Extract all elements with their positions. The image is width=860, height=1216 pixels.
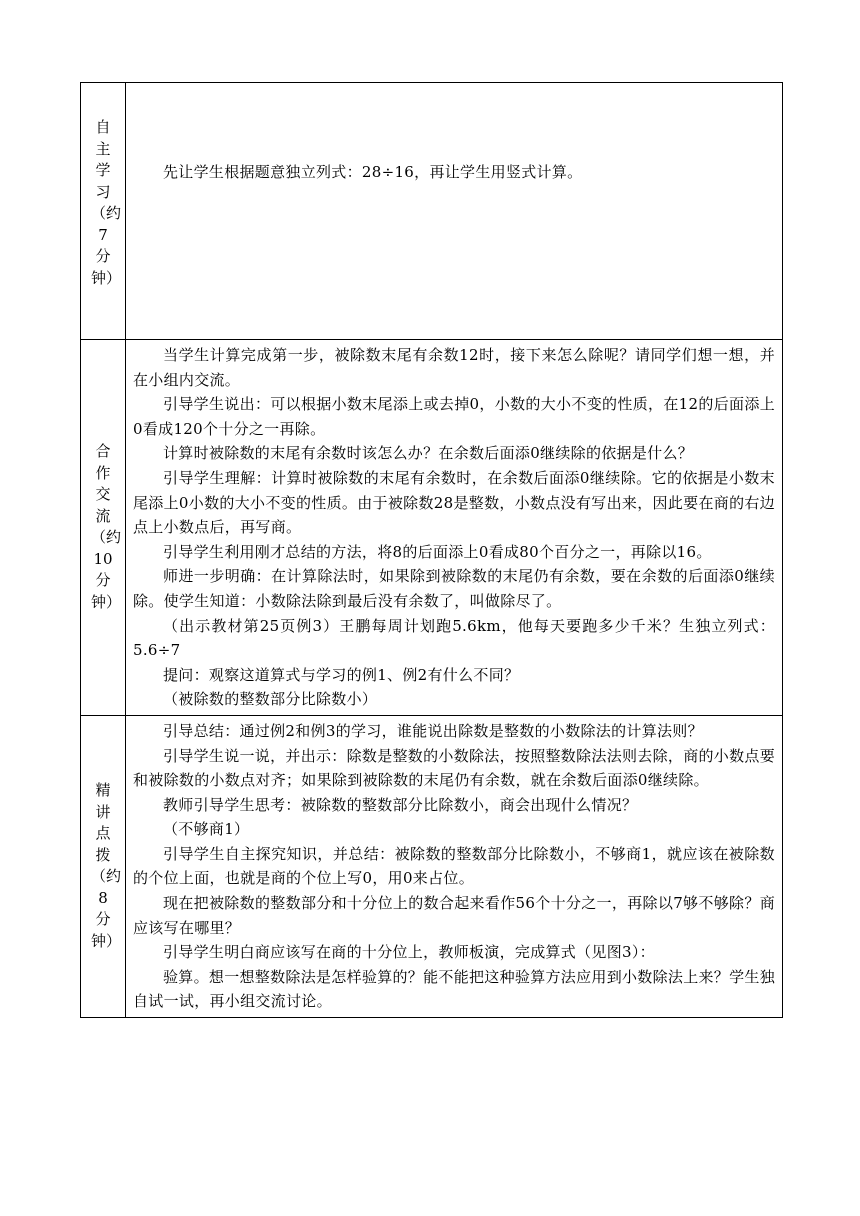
section-row-cooperation [81,340,783,716]
paragraph: 计算时被除数的末尾有余数时该怎么办？在余数后面添0继续除的依据是什么？ [163,444,694,463]
section-label-cell [81,340,126,716]
section-label: 精讲点拨（约8分钟） [91,781,122,950]
paragraph: （被除数的整数部分比除数小） [163,690,378,709]
paragraph: 验算。想一想整数除法是怎样验算的？能不能把这种验算方法应用到小数除法上来？学生独自试一试，再小组交流讨论。 [133,967,776,1011]
section-row-self-study [81,83,783,340]
paragraph: 引导总结：通过例2和例3的学习，谁能说出除数是整数的小数除法的计算法则？ [163,721,703,740]
section-label-cell [81,715,126,1017]
lesson-plan-table [80,82,783,1018]
paragraph: 引导学生自主探究知识，并总结：被除数的整数部分比除数小，不够商1，就应该在被除数的个位上面，也就是商的个位上写0，用0来占位。 [133,844,775,888]
section-content-cell [126,715,783,1017]
paragraph: 师进一步明确：在计算除法时，如果除到被除数的末尾仍有余数，要在余数的后面添0继续除。使学生知道：小数除法除到最后没有余数了，叫做除尽了。 [133,567,775,610]
paragraph: （不够商1） [163,820,250,839]
paragraph: 教师引导学生思考：被除数的整数部分比除数小，商会出现什么情况？ [163,795,638,814]
section-content-cell [126,340,783,716]
section-row-explanation [81,715,783,1017]
paragraph: 引导学生说一说，并出示：除数是整数的小数除法，按照整数除法法则去除，商的小数点要和被除数的小数点对齐；如果除到被除数的末尾仍有余数，就在余数后面添0继续除。 [133,746,776,790]
paragraph: 提问：观察这道算式与学习的例1、例2有什么不同？ [163,665,520,684]
paragraph: 引导学生利用刚才总结的方法，将8的后面添上0看成80个百分之一，再除以16。 [163,542,712,561]
paragraph: （出示教材第25页例3）王鹏每周计划跑5.6km，他每天要跑多少千米？生独立列式：5.6÷7 [133,616,775,660]
section-content-cell [126,83,783,340]
section-label-cell [81,83,126,340]
paragraph: 引导学生理解：计算时被除数的末尾有余数时，在余数后面添0继续除。它的依据是小数末尾添上0小数的大小不变的性质。由于被除数28是整数，小数点没有写出来，因此要在商的右边点上小数点后，再写商。 [133,468,775,537]
section-label: 合作交流（约10分钟） [91,442,122,611]
paragraph: 先让学生根据题意独立列式：28÷16，再让学生用竖式计算。 [163,163,583,181]
paragraph: 现在把被除数的整数部分和十分位上的数合起来看作56个十分之一，再除以7够不够除？商应该写在哪里？ [133,894,775,937]
paragraph: 当学生计算完成第一步，被除数末尾有余数12时，接下来怎么除呢？请同学们想一想，并在小组内交流。 [133,346,775,389]
section-label: 自主学习（约7分钟） [91,118,122,287]
paragraph: 引导学生明白商应该写在商的十分位上，教师板演，完成算式（见图3）： [163,943,655,962]
paragraph: 引导学生说出：可以根据小数末尾添上或去掉0，小数的大小不变的性质，在12的后面添上0看成120个十分之一再除。 [133,395,775,438]
